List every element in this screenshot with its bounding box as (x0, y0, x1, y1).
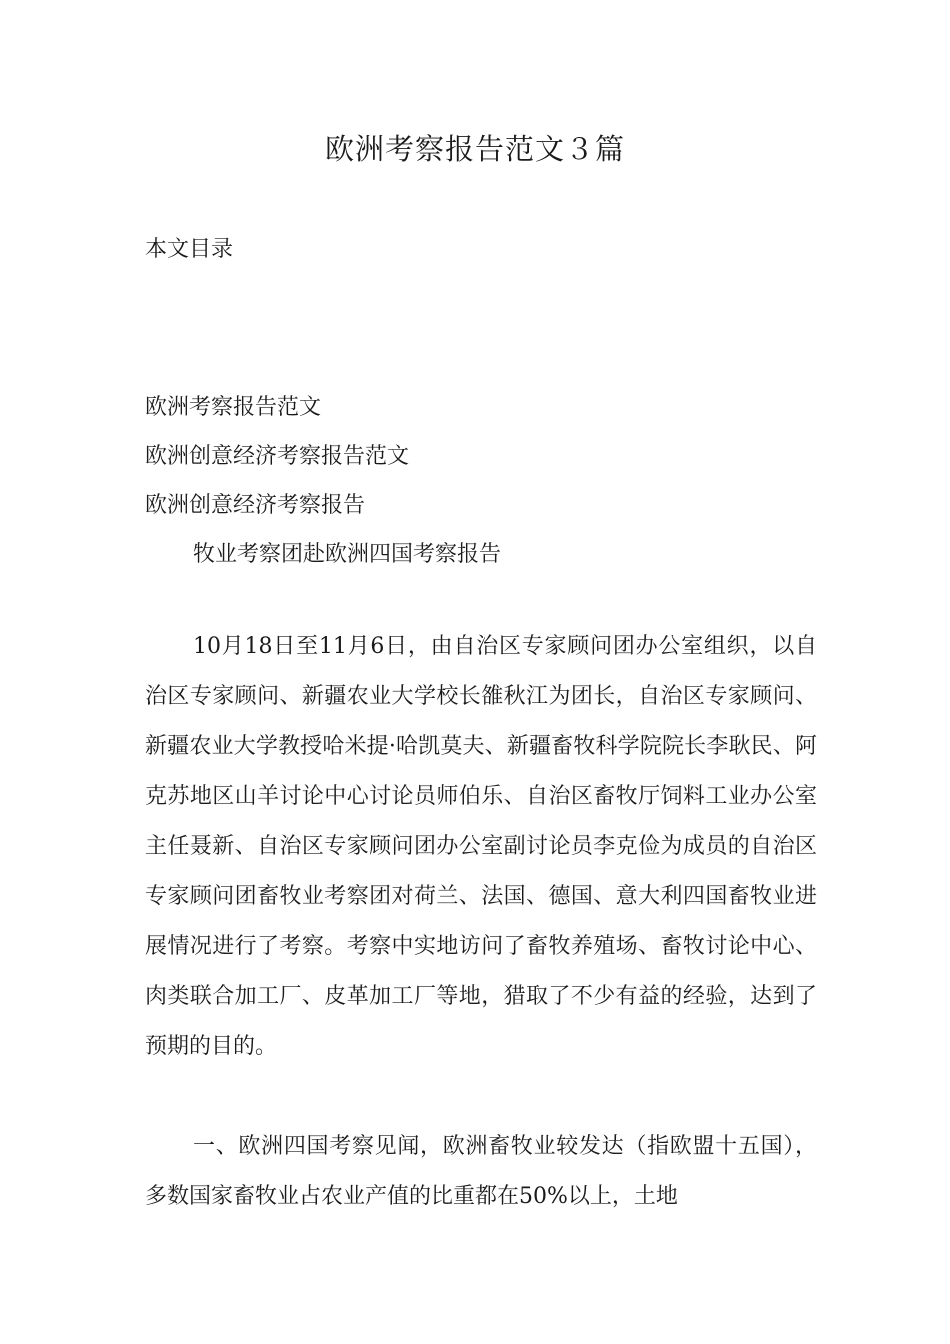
toc-item: 欧洲创意经济考察报告范文 (145, 444, 410, 469)
body-paragraph: 一、欧洲四国考察见闻，欧洲畜牧业较发达（指欧盟十五国），多数国家畜牧业占农业产值的比重都在50%以上，土地 (145, 1134, 817, 1209)
document-title: 欧洲考察报告范文３篇 (324, 134, 625, 166)
toc-item: 欧洲创意经济考察报告 (145, 493, 366, 518)
toc-item: 欧洲考察报告范文 (145, 395, 322, 420)
toc-item: 牧业考察团赴欧洲四国考察报告 (193, 542, 502, 567)
table-of-contents (145, 383, 501, 579)
toc-heading: 本文目录 (145, 237, 234, 262)
body-paragraph: 10月18日至11月6日，由自治区专家顾问团办公室组织，以自治区专家顾问、新疆农业大学校长雒秋江为团长，自治区专家顾问、新疆农业大学教授哈米提·哈凯莫夫、新疆畜牧科学院院长李耿民、阿克苏地区山羊讨论中心讨论员师伯乐、自治区畜牧厅饲料工业办公室主任聂新、自治区专家顾问团办公室副讨论员李克俭为成员的自治区专家顾问团畜牧业考察团对荷兰、法国、德国、意大利四国畜牧业进展情况进行了考察。考察中实地访问了畜牧养殖场、畜牧讨论中心、肉类联合加工厂、皮革加工厂等地，猎取了不少有益的经验，达到了预期的目的。 (145, 634, 817, 1059)
